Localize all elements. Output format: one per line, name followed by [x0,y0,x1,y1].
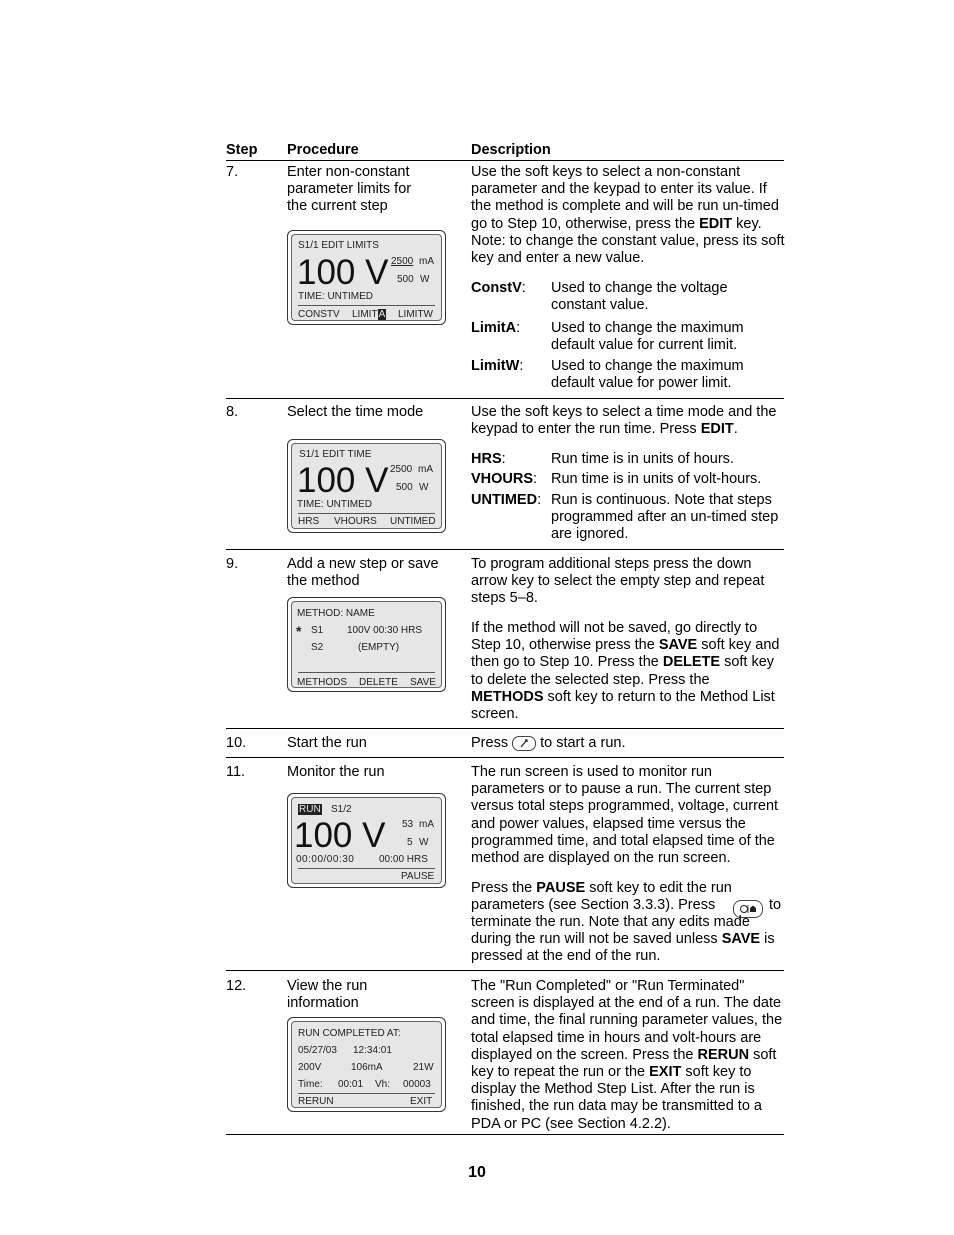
lcd-softkey: HRS [298,516,320,527]
lcd-softkey: LIMITW [398,309,433,320]
lcd-current-unit: mA [419,256,434,267]
lcd-softkey: EXIT [410,1096,433,1107]
lcd-softkey: LIMITA [352,309,386,320]
step-number: 8. [226,404,239,420]
term: VHOURS: [471,471,538,487]
header-rule [226,160,784,161]
lcd-softkey: VHOURS [334,516,377,527]
lcd-step-value: 100V 00:30 HRS [347,625,423,636]
lcd-date: 05/27/03 [298,1045,337,1056]
lcd-voltage: 100 V [294,816,386,855]
term-definition: Used to change the maximum default value for current limit. [551,320,744,354]
description-text: To program additional steps press the down arrow key to select the empty step and repeat steps 5–8. [471,556,765,607]
term-definition: Used to change the voltage constant value. [551,280,728,314]
lcd-title: RUN COMPLETED AT: [298,1028,401,1039]
lcd-time: TIME: UNTIMED [298,291,373,302]
lcd-power-value: 500 [397,274,414,285]
procedure-text: Enter non-constant parameter limits for the current step [287,164,412,215]
term: LimitA: [471,320,521,336]
lcd-power-unit: W [419,482,429,493]
lcd-clock: 12:34:01 [353,1045,392,1056]
step-number: 9. [226,556,239,572]
lcd-screen-run-completed [287,1017,446,1112]
lcd-softkey: PAUSE [401,871,435,882]
term-definition: Run time is in units of hours. [551,451,734,467]
lcd-time-label: Time: [298,1079,323,1090]
lcd-voltage: 100 V [297,461,389,500]
lcd-elapsed-time: 00:00/00:30 [296,854,355,865]
procedure-text: Select the time mode [287,404,424,420]
lcd-screen-method [287,597,446,692]
col-header-procedure: Procedure [287,142,359,158]
procedure-text: Monitor the run [287,764,385,780]
lcd-voltage: 100 V [297,253,389,292]
lcd-voltage: 200V [298,1062,322,1073]
description-text: Use the soft keys to select a time mode and the keypad to enter the run time. Press EDIT. [471,404,777,438]
lcd-run-indicator: RUN [299,804,321,815]
lcd-step-value: (EMPTY) [358,642,400,653]
description-text: Use the soft keys to select a non-constant parameter and the keypad to enter its value. If the method is complete and will be run un-timed go to Step 10, otherwise, press the EDIT key. Note: to change the constant value, press its soft key and enter a new value. [471,164,785,267]
description-text: Press the PAUSE soft key to edit the run parameters (see Section 3.3.3). Press [471,880,732,914]
lcd-power-value: 500 [396,482,413,493]
row-rule [226,549,784,550]
lcd-screen-edit-time [287,439,446,533]
lcd-title: S1/2 [331,804,352,815]
lcd-title: S1/1 EDIT LIMITS [298,240,379,251]
procedure-text: Add a new step or save the method [287,556,439,590]
lcd-softkey: DELETE [359,677,398,688]
lcd-current: 106mA [351,1062,383,1073]
lcd-title: METHOD: NAME [297,608,375,619]
col-header-description: Description [471,142,551,158]
term-definition: Run is continuous. Note that steps programmed after an un-timed step are ignored. [551,492,779,543]
page-number: 10 [468,1164,486,1181]
lcd-step: S2 [311,642,324,653]
row-rule [226,970,784,971]
lcd-time-value: 00:01 [338,1079,364,1090]
lcd-power-unit: W [420,274,430,285]
description-text: to [769,897,782,913]
term: UNTIMED: [471,492,542,508]
description-text: The run screen is used to monitor run parameters or to pause a run. The current step versus total steps programmed, voltage, current and power values, elapsed time versus the programmed time, and total elapsed time of the method are displayed on the run screen. [471,764,779,867]
row-rule [226,1134,784,1135]
row-rule [226,757,784,758]
lcd-power: 21W [413,1062,434,1073]
lcd-softkey: UNTIMED [390,516,436,527]
description-text: If the method will not be saved, go directly to Step 10, otherwise press the SAVE soft key and then go to Step 10. Press the DELETE soft key to delete the selected step. Press the METHODS soft key to return to the Method List screen. [471,620,780,723]
description-text: terminate the run. Note that any edits made during the run will not be saved unless SAVE is pressed at the end of the run. [471,914,775,965]
row-rule [226,728,784,729]
lcd-screen-run [287,793,446,888]
lcd-softkey: RERUN [298,1096,334,1107]
lcd-step: S1 [311,625,324,636]
row-rule [226,398,784,399]
lcd-current-value: 53 [402,819,414,830]
term: HRS: [471,451,506,467]
lcd-current-value: 2500 [391,256,414,267]
start-run-key-icon [512,736,536,751]
col-header-step: Step [226,142,258,158]
lcd-current-unit: mA [418,464,433,475]
lcd-softkey: METHODS [297,677,347,688]
term: LimitW: [471,358,524,374]
lcd-softkey: CONSTV [298,309,340,320]
procedure-text: Start the run [287,735,367,751]
lcd-vh-value: 00003 [403,1079,431,1090]
step-number: 7. [226,164,239,180]
lcd-softkey: SAVE [410,677,436,688]
term-definition: Used to change the maximum default value for power limit. [551,358,744,392]
term-definition: Run time is in units of volt-hours. [551,471,762,487]
term: ConstV: [471,280,526,296]
lcd-current-value: 2500 [390,464,413,475]
procedure-text: View the run information [287,978,368,1012]
lcd-vh-label: Vh: [375,1079,391,1090]
lcd-current-unit: mA [419,819,434,830]
step-number: 10. [226,735,247,751]
step-number: 12. [226,978,247,994]
lcd-title: S1/1 EDIT TIME [299,449,372,460]
selection-star-icon: * [296,623,302,639]
description-text: The "Run Completed" or "Run Terminated" screen is displayed at the end of a run. The date and time, the final running parameter values, the total elapsed time in hours and volt-hours are displayed on the screen. Press the RERUN soft key to repeat the run or the EXIT soft key to display the Method Step List. After the run is finished, the run data may be transmitted to a PDA or PC (see Section 4.2.2). [471,978,783,1132]
lcd-power-unit: W [419,837,429,848]
lcd-power-value: 5 [407,837,413,848]
description-text: Press to start a run. [471,735,626,751]
lcd-screen-edit-limits [287,230,446,325]
lcd-time: TIME: UNTIMED [297,499,372,510]
lcd-total-time: 00:00 HRS [379,854,428,865]
step-number: 11. [226,764,246,780]
